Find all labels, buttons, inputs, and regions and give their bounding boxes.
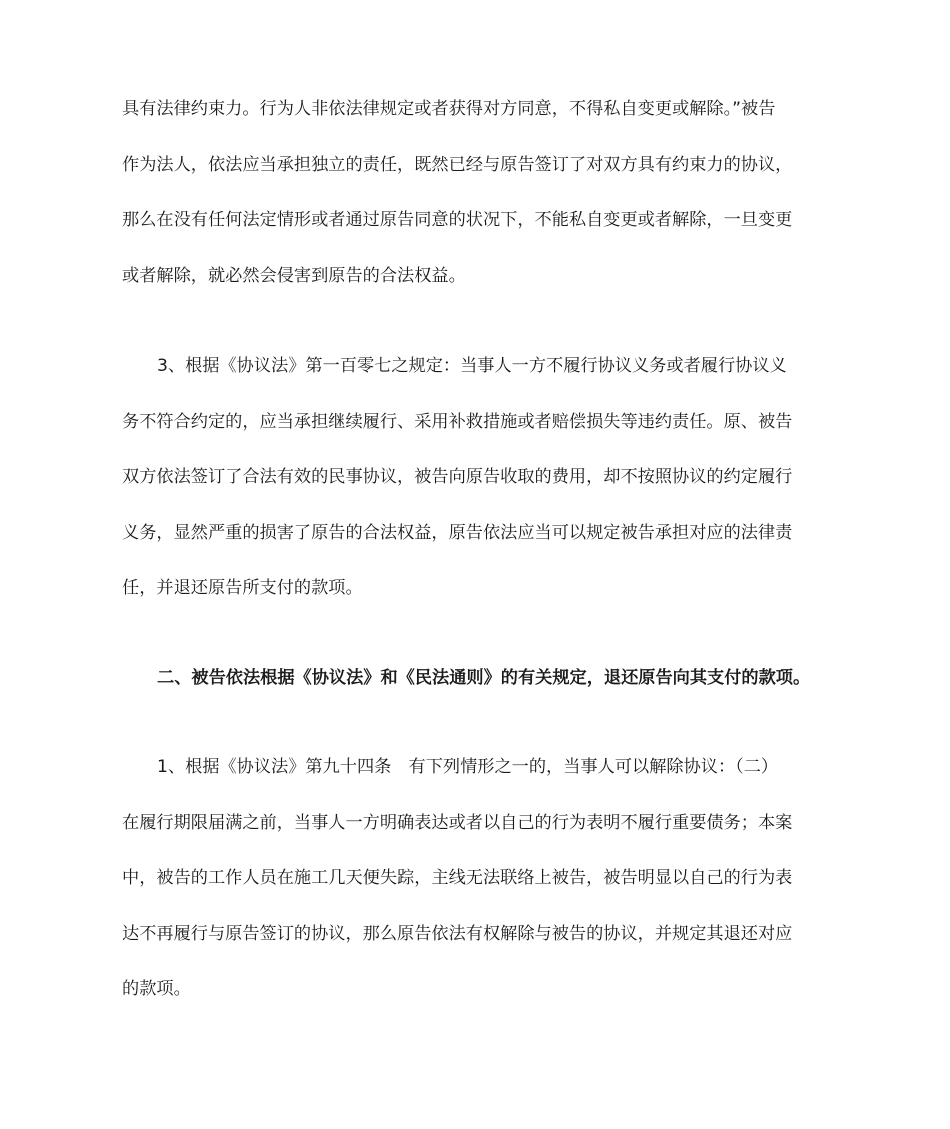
section-heading: 二、被告依法根据《协议法》和《民法通则》的有关规定，退还原告向其支付的款项。: [157, 668, 811, 688]
paragraph-2-line-1: 3、根据《协议法》第一百零七之规定：当事人一方不履行协议义务或者履行协议义: [157, 356, 787, 376]
paragraph-2-line-5: 任，并退还原告所支付的款项。: [122, 578, 363, 598]
paragraph-1-line-2: 作为法人，依法应当承担独立的责任，既然已经与原告签订了对双方具有约束力的协议，: [122, 155, 793, 175]
paragraph-2-line-4: 义务，显然严重的损害了原告的合法权益，原告依法应当可以规定被告承担对应的法律责: [122, 523, 793, 543]
paragraph-1-line-4: 或者解除，就必然会侵害到原告的合法权益。: [122, 266, 466, 286]
paragraph-3-line-2: 在履行期限届满之前，当事人一方明确表达或者以自己的行为表明不履行重要债务；本案: [122, 813, 793, 833]
paragraph-3-line-5: 的款项。: [122, 979, 191, 999]
paragraph-3-line-1: 1、根据《协议法》第九十四条 有下列情形之一的，当事人可以解除协议：（二）: [157, 757, 779, 777]
paragraph-2-line-2: 务不符合约定的，应当承担继续履行、采用补救措施或者赔偿损失等违约责任。原、被告: [122, 412, 793, 432]
paragraph-3-line-3: 中，被告的工作人员在施工几天便失踪，主线无法联络上被告，被告明显以自己的行为表: [122, 868, 793, 888]
paragraph-3-line-4: 达不再履行与原告签订的协议，那么原告依法有权解除与被告的协议，并规定其退还对应: [122, 924, 793, 944]
paragraph-1-line-3: 那么在没有任何法定情形或者通过原告同意的状况下，不能私自变更或者解除，一旦变更: [122, 210, 793, 230]
paragraph-1-line-1: 具有法律约束力。行为人非依法律规定或者获得对方同意，不得私自变更或解除。”被告: [122, 99, 776, 119]
paragraph-2-line-3: 双方依法签订了合法有效的民事协议，被告向原告收取的费用，却不按照协议的约定履行: [122, 467, 793, 487]
